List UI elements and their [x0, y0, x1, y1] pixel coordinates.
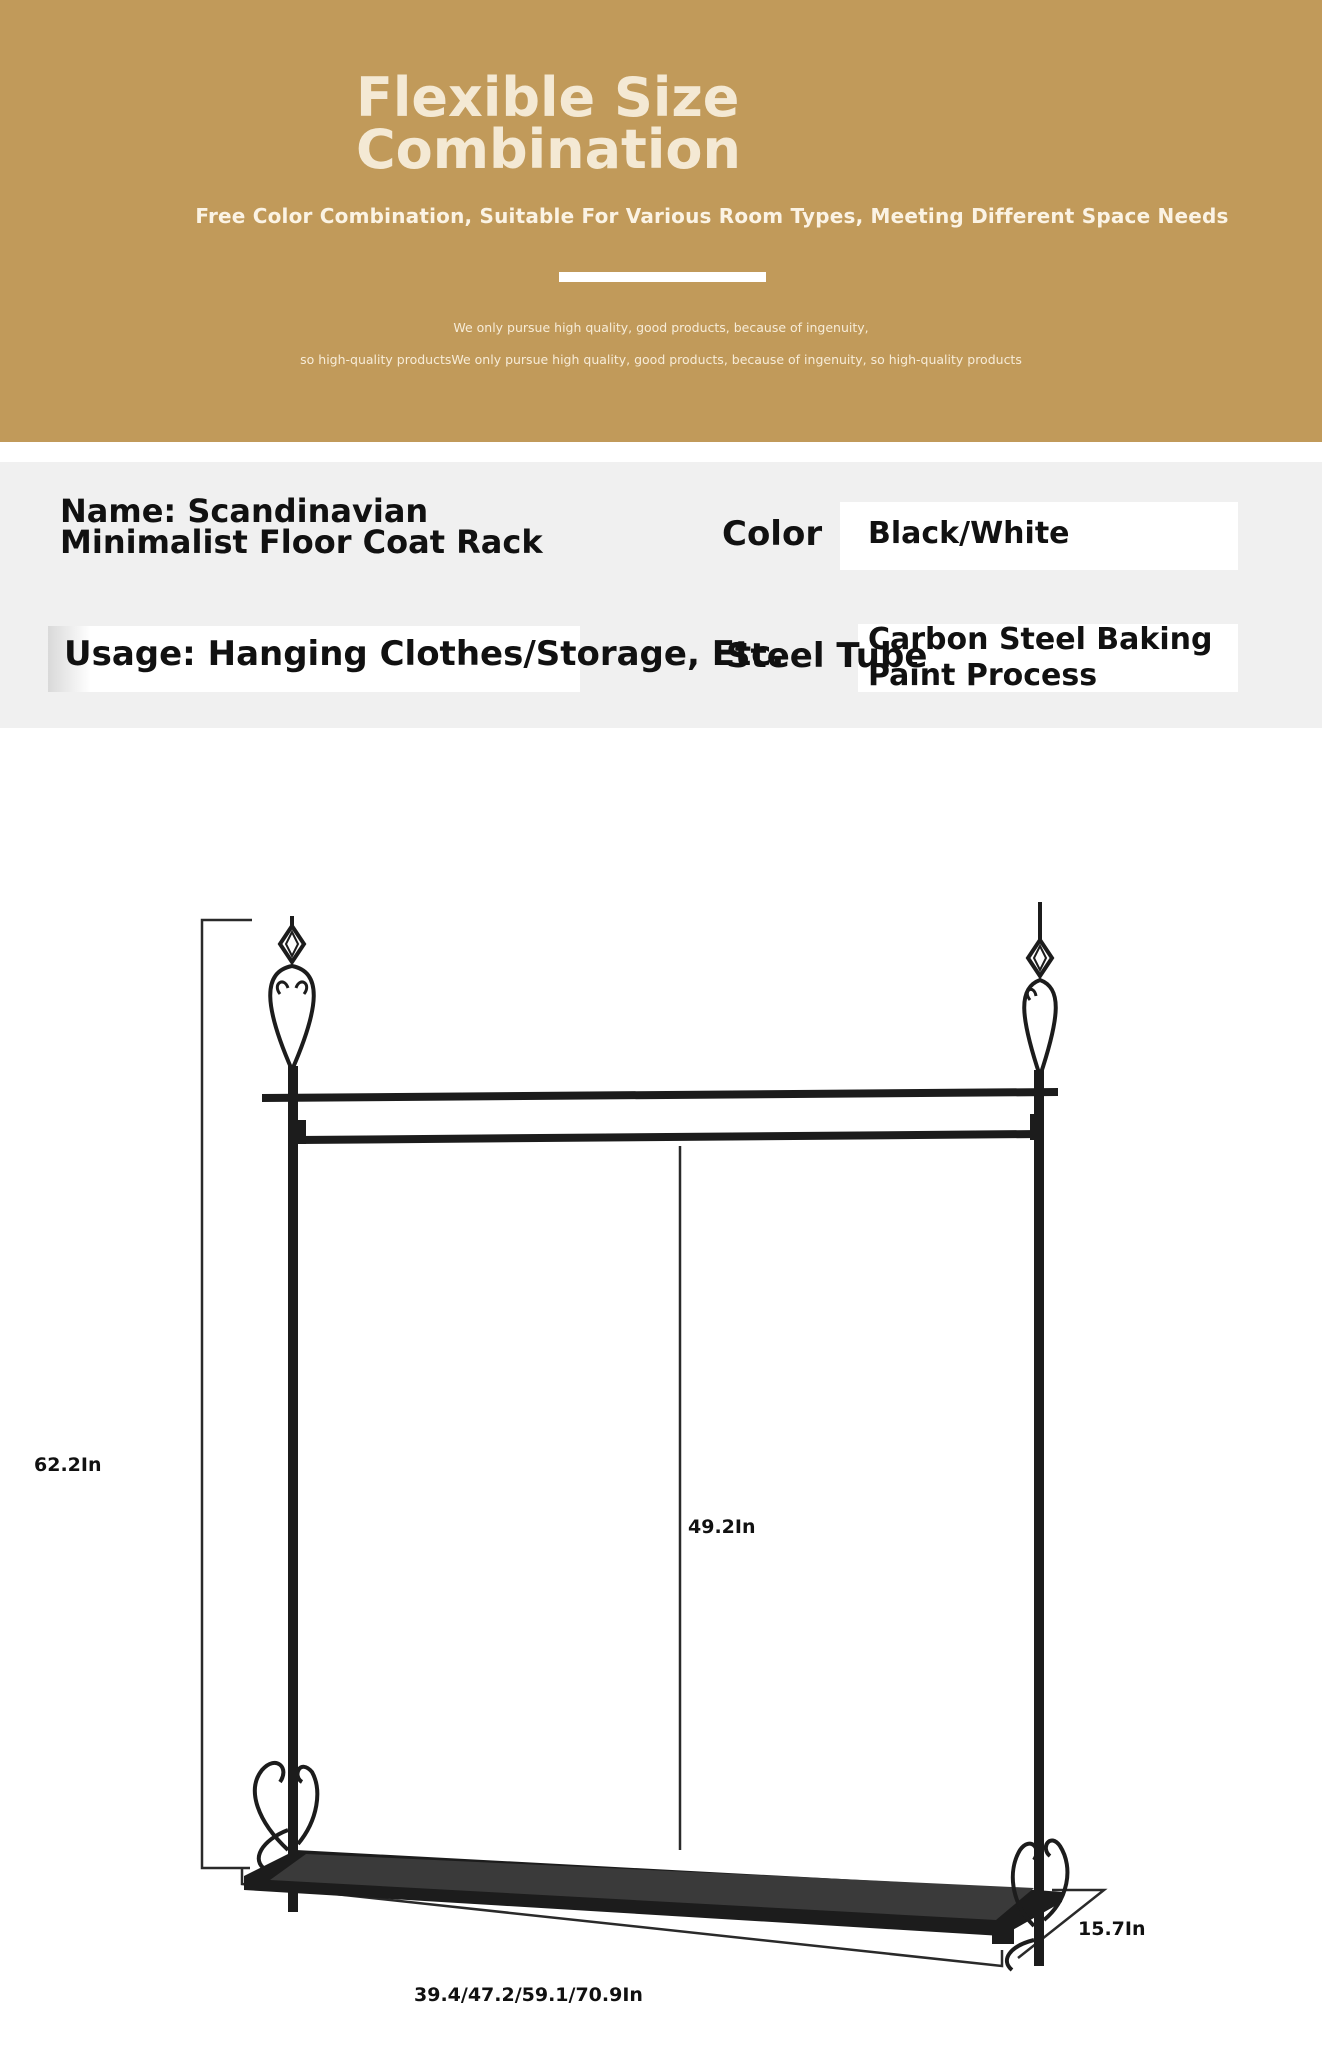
top-shelf-bar — [262, 1088, 1058, 1102]
right-post — [1034, 1070, 1044, 1966]
banner-divider — [559, 272, 766, 282]
dimension-lines — [202, 920, 1104, 1966]
right-finial-icon — [1024, 902, 1056, 1076]
product-name-line-2: Minimalist Floor Coat Rack — [60, 523, 543, 561]
hero-banner — [0, 0, 1322, 442]
banner-title — [356, 66, 876, 181]
height-dimension-label: 62.2In — [34, 1454, 102, 1476]
rail-bracket-right — [1030, 1114, 1040, 1140]
left-post — [288, 1066, 298, 1912]
banner-title-line-1: Flexible Size — [356, 66, 740, 129]
height-dimension-line — [202, 920, 252, 1868]
banner-subtitle: Free Color Combination, Suitable For Various Room Types, Meeting Different Space Needs — [195, 204, 1229, 228]
coat-rack-illustration — [0, 740, 1322, 2048]
right-foot — [992, 1928, 1014, 1944]
spec-strip — [0, 462, 1322, 728]
depth-dimension-label: 15.7In — [1078, 1918, 1146, 1940]
steel-tube-value — [868, 622, 1228, 694]
steel-tube-value-line-1: Carbon Steel Baking — [868, 622, 1213, 657]
product-name — [60, 492, 620, 561]
product-dimension-figure — [0, 740, 1322, 2048]
usage-text: Usage: Hanging Clothes/Storage, Etc. — [64, 634, 785, 674]
color-label: Color — [722, 514, 823, 554]
color-value: Black/White — [868, 516, 1070, 551]
left-foot — [244, 1876, 268, 1890]
left-finial-icon — [270, 916, 314, 1070]
coat-rack — [244, 902, 1067, 1970]
steel-tube-value-line-2: Paint Process — [868, 658, 1098, 693]
rail-bracket-left — [298, 1120, 306, 1144]
steel-tube-label: Steel Tube — [726, 636, 928, 676]
product-name-line-1: Name: Scandinavian — [60, 492, 429, 530]
banner-fine-print-2: so high-quality productsWe only pursue high quality, good products, because of ingenuity, so high-quality products — [300, 352, 1022, 367]
width-dimension-label: 39.4/47.2/59.1/70.9In — [414, 1984, 643, 2006]
banner-title-line-2: Combination — [356, 118, 741, 181]
banner-fine-print-1: We only pursue high quality, good products, because of ingenuity, — [453, 320, 869, 335]
inner-height-dimension-label: 49.2In — [688, 1516, 756, 1538]
hanging-rail — [298, 1130, 1040, 1144]
